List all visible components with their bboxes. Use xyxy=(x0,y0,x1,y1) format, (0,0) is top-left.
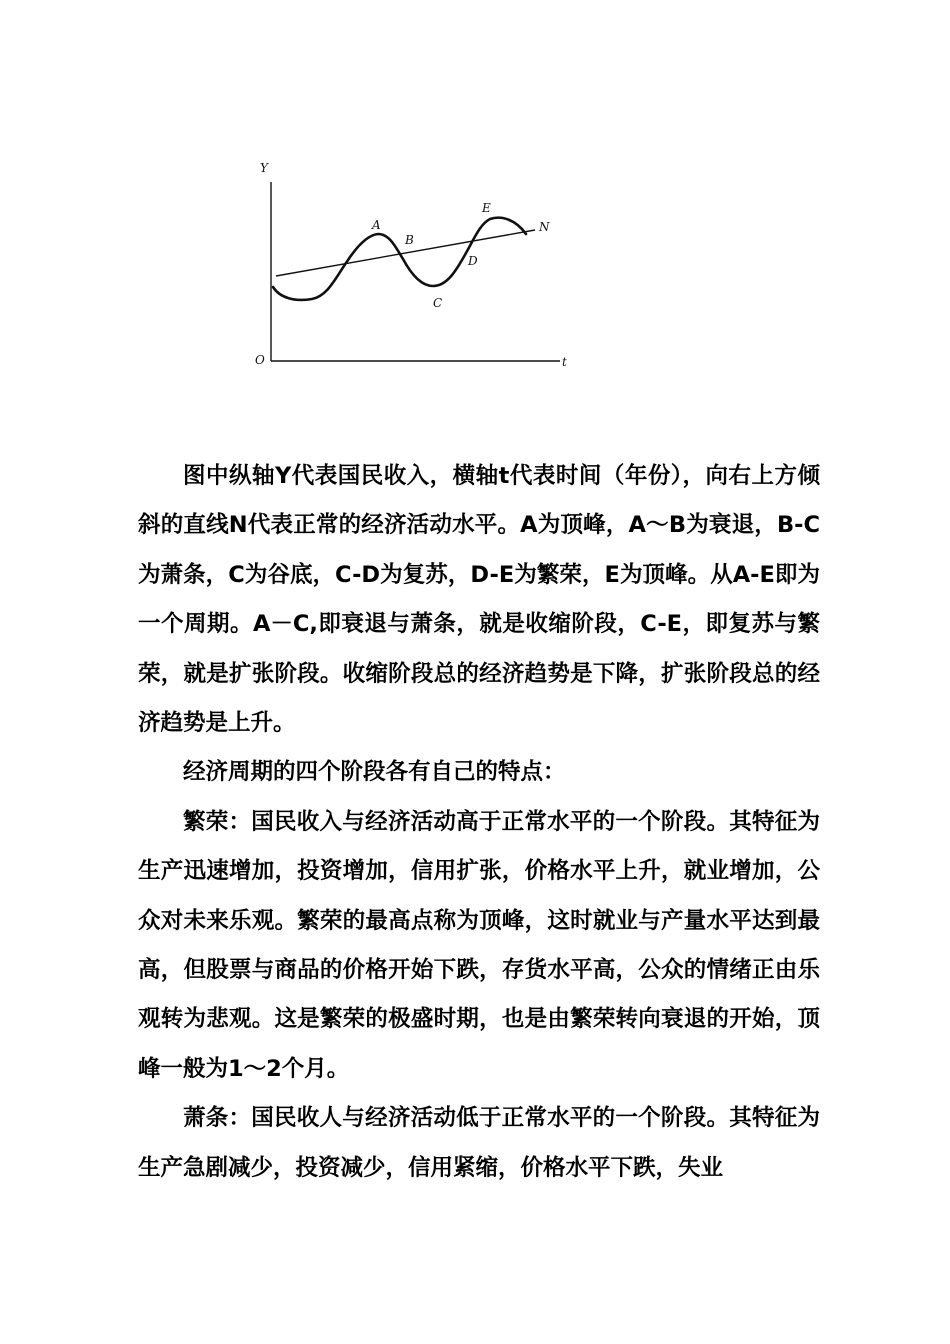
point-b-label: B xyxy=(405,233,414,247)
business-cycle-figure xyxy=(240,150,600,390)
business-cycle-diagram xyxy=(240,150,600,390)
point-a-label: A xyxy=(372,218,381,232)
point-c-label: C xyxy=(433,296,443,310)
trend-label-n: N xyxy=(539,220,550,234)
point-d-label: D xyxy=(468,254,478,268)
y-axis-label: Y xyxy=(260,161,268,175)
paragraph-prosperity: 繁荣：国民收入与经济活动高于正常水平的一个阶段。其特征为生产迅速增加，投资增加，信用扩张，价格水平上升，就业增加，公众对未来乐观。繁荣的最高点称为顶峰，这时就业与产量水平达到最高，但股票与商品的价格开始下跌，存货水平高，公众的情绪正由乐观转为悲观。这是繁荣的极盛时期，也是由繁荣转向衰退的开始，顶峰一般为1～2个月。 xyxy=(138,808,820,1082)
paragraph-cycle-explanation: 图中纵轴Y代表国民收入，横轴t代表时间（年份），向右上方倾斜的直线N代表正常的经济活动水平。A为顶峰，A～B为衰退，B-C为萧条，C为谷底，C-D为复苏，D-E为繁荣，E为顶峰。从A-E即为一个周期。A－C,即衰退与萧条，就是收缩阶段，C-E，即复苏与繁荣，就是扩张阶段。收缩阶段总的经济趋势是下降，扩张阶段总的经济趋势是上升。 xyxy=(138,463,820,737)
point-e-label: E xyxy=(482,201,491,215)
body-text xyxy=(138,452,820,1193)
paragraph-depression: 萧条：国民收人与经济活动低于正常水平的一个阶段。其特征为生产急剧减少，投资减少，信用紧缩，价格水平下跌，失业 xyxy=(138,1105,820,1181)
cycle-curve xyxy=(273,218,526,300)
origin-label: O xyxy=(255,353,265,367)
x-axis-label: t xyxy=(562,355,567,369)
paragraph-four-stages-intro: 经济周期的四个阶段各有自己的特点： xyxy=(183,759,566,786)
